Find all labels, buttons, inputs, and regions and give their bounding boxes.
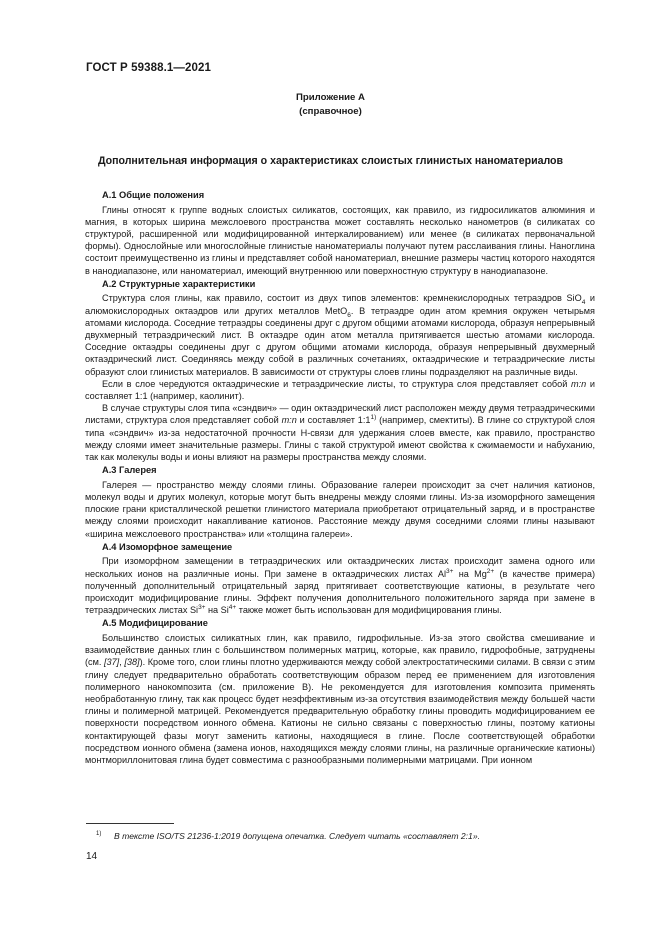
page-number: 14 [86,851,98,862]
paragraph: Галерея — пространство между слоями глины. Образование галереи происходит за счет наличия катионов, молекул воды и других молекул, которые могут быть внедрены между слоями глины. Из-за изоморфного замещения плоские грани кристаллической решетки глинистого материала приобретают отрицательный заряд, и в пространстве между слоями происходит накапливание катионов. Расстояние между двумя соседними слоями глины называют «ширина межслоевого пространства» или «толщина галереи». [85,479,595,539]
footnote-divider [86,823,174,824]
footnote-marker: 1) [96,831,102,837]
paragraph: При изоморфном замещении в тетраэдрических или октаэдрических листах происходит замена одного или нескольких ионов на различные ионы. При замене в октаэдрических листах $Al^{3+}$ на $Mg^{2+}$ (в качестве примера) полученный дополнительный отрицательный заряд притягивает соответствующие катионы, в результате чего происходит модифицирование глины. Эффект получения дополнительного положительного заряда при замене в тетраэдрических листах $Si^{3+}$ на $Si^{4+}$ также может быть использован для модифицирования глины. [85,556,595,616]
section-heading-a4: А.4 Изоморфное замещение [102,541,233,552]
section-heading-a1: А.1 Общие положения [102,190,205,200]
section-heading-a3: А.3 Галерея [102,465,157,476]
paragraph: В случае структуры слоя типа «сэндвич» — один октаэдрический лист расположен между двумя тетраэдрическими листами, структура слоя представляет собой m:n и составляет 1:1$^{1)}$ (например, смектиты). В глине со структурой слоя типа «сэндвич» из-за недостаточной прочности Н-связи для удержания слоев вместе, как правило, пространство между слоями имеет значительные размеры. Глины с такой структурой имеют свойства к сжимаемости и набуханию, так как молекулы воды и ионы влияют на размеры пространства между слоями. [85,403,595,463]
paragraph: Большинство слоистых силикатных глин, как правило, гидрофильные. Из-за этого свойства смешивание и взаимодействие данных глин с большинством полимерных матриц, которые, как правило, гидрофобные, затруднены (см. [37], [38]). Кроме того, слои глины плотно удерживаются между собой электростатическими силами. В связи с этим глину следует предварительно обработать соответствующим образом перед ее применением для изготовления полимерного нанокомпозита (см. приложение В). Не рекомендуется для изготовления композита применять необработанную глину, так как процесс будет неэффективным из-за отсутствия взаимодействия между большей части глины и полимерной матрицей. Рекомендуется предварительную обработку глины проводить модифицированием ее поверхности посредством ионного обмена. Катионы не сильно связаны с поверхностью глины, поэтому катионы контактирующей фазы могут заменить катионы, находящиеся в глине. После соответствующей обработки посредством ионного обмена (замена ионов, находящихся между слоями глины, на различные органические катионы) монтмориллонитовая глина будет совместима с разнообразными полимерными матрицами. При ионном [85,633,595,766]
footnote-ref: 1) [370,414,377,422]
section-heading-a5: А.5 Модифицирование [102,618,208,629]
paragraph: Если в слое чередуются октаэдрические и тетраэдрические листы, то структура слоя представляет собой m:n и составляет 1:1 (например, каолинит). [85,378,595,402]
paragraph: Структура слоя глины, как правило, состоит из двух типов элементов: кремнекислородных тетраэдров SiO$_4$ и алюмокислородных октаэдров или других металлов MetO$_6$. В тетраэдре один атом кремния окружен четырьмя атомами кислорода. Соседние тетраэдры соединены друг с другом общими атомами кислорода, образуя непрерывный двухмерный тетраэдрический лист. В октаэдре один атом металла притягивается шестью атомами кислорода. Соседние октаэдры соединены друг с другом общими атомами кислорода, образуя непрерывный двухмерный октаэдрический лист. Соединяясь между собой в различных сочетаниях, октаэдрические и тетраэдрические листы образуют слои глинистых материалов. В зависимости от структуры слоев глины подразделяют на различные виды. [85,293,595,377]
footnote-text: В тексте ISO/TS 21236-1:2019 допущена опечатка. Следует читать «составляет 2:1». [114,830,481,841]
paragraph: Глины относят к группе водных слоистых силикатов, состоящих, как правило, из гидросиликатов алюминия и магния, в которых ширина межслоевого пространства может составлять несколько нанометров (в силикатах со структурой, расширенной или модифицированной интеркалированием) или менее (в силикатах первоначальной формы). Однослойные или многослойные глинистые наноматериалы получают путем расслаивания глины. Наноглина состоит преимущественно из глины и представляет собой наноматериал, внешние размеры частиц которого находятся в нанодиапазоне, или наноматериал, имеющий внутреннюю или поверхностную структуру в нанодиапазоне. [85,204,595,276]
footnote [86,829,586,842]
appendix-note: (справочное) [299,106,362,117]
section-heading-a2: А.2 Структурные характеристики [102,278,256,289]
document-body [85,188,595,766]
main-title: Дополнительная информация о характеристиках слоистых глинистых наноматериалов [97,155,564,167]
appendix-label: Приложение А [296,92,365,103]
standard-designation: ГОСТ Р 59388.1—2021 [86,62,211,74]
